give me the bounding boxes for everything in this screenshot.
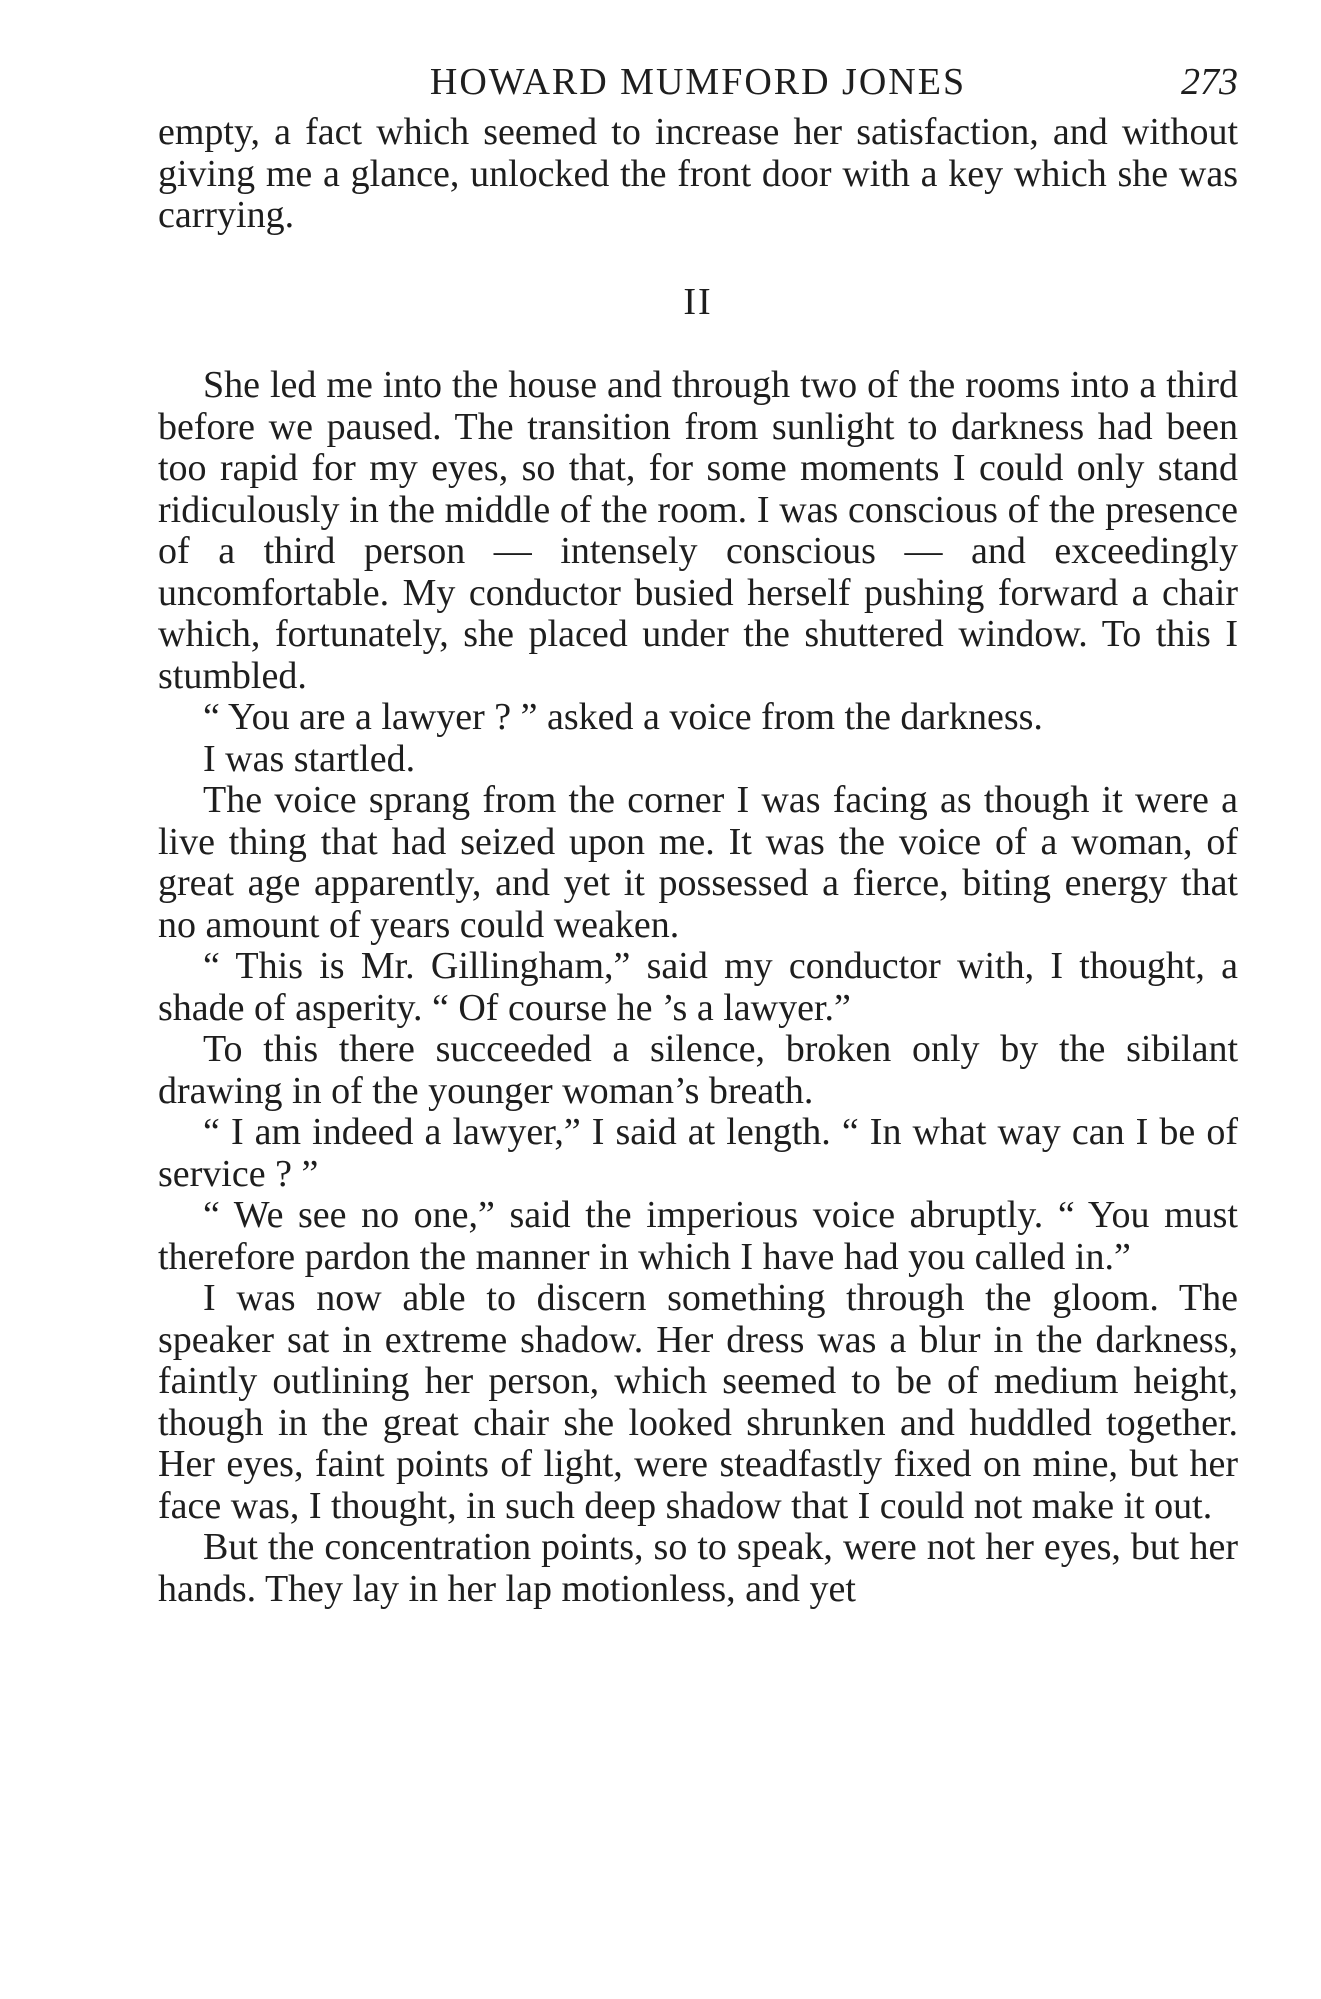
paragraph: She led me into the house and through two of the rooms into a third before we paused. The transition from sunlight to darkness had been too rapid for my eyes, so that, for some moments I could only stand ridiculously in the middle of the room. I was conscious of the presence of a third person — intensely conscious — and exceedingly uncomfortable. My conductor busied herself pushing forward a chair which, fortunately, she placed under the shuttered window. To this I stumbled.: [158, 364, 1238, 697]
paragraph: “ We see no one,” said the imperious voice abruptly. “ You must therefore pardon the manner in which I have had you called in.”: [158, 1194, 1238, 1278]
page-number: 273: [1181, 61, 1238, 103]
section-numeral: II: [683, 280, 713, 323]
paragraph: To this there succeeded a silence, broken only by the sibilant drawing in of the younger woman’s breath.: [158, 1028, 1238, 1112]
book-page: [158, 60, 1238, 1610]
continued-paragraph: empty, a fact which seemed to increase her satisfaction, and without giving me a glance, unlocked the front door with a key which she was carrying.: [158, 111, 1238, 236]
text-block: [158, 112, 1238, 1610]
running-title: HOWARD MUMFORD JONES: [429, 61, 967, 103]
paragraph: But the concentration points, so to speak, were not her eyes, but her hands. They lay in her lap motionless, and yet: [158, 1526, 1238, 1610]
paragraph: “ I am indeed a lawyer,” I said at length. “ In what way can I be of service ? ”: [158, 1111, 1238, 1195]
paragraph: I was startled.: [203, 737, 416, 780]
running-head: [158, 60, 1238, 112]
paragraph: I was now able to discern something through the gloom. The speaker sat in extreme shadow. Her dress was a blur in the darkness, faintly outlining her person, which seemed to be of medium height, though in the great chair she looked shrunken and huddled together. Her eyes, faint points of light, were steadfastly fixed on mine, but her face was, I thought, in such deep shadow that I could not make it out.: [158, 1277, 1238, 1527]
paragraph: The voice sprang from the corner I was facing as though it were a live thing that had seized upon me. It was the voice of a woman, of great age apparently, and yet it possessed a fierce, biting energy that no amount of years could weaken.: [158, 779, 1238, 946]
paragraph: “ You are a lawyer ? ” asked a voice from the darkness.: [203, 696, 1043, 738]
paragraph: “ This is Mr. Gillingham,” said my conductor with, I thought, a shade of asperity. “ Of course he ’s a lawyer.”: [158, 945, 1238, 1029]
